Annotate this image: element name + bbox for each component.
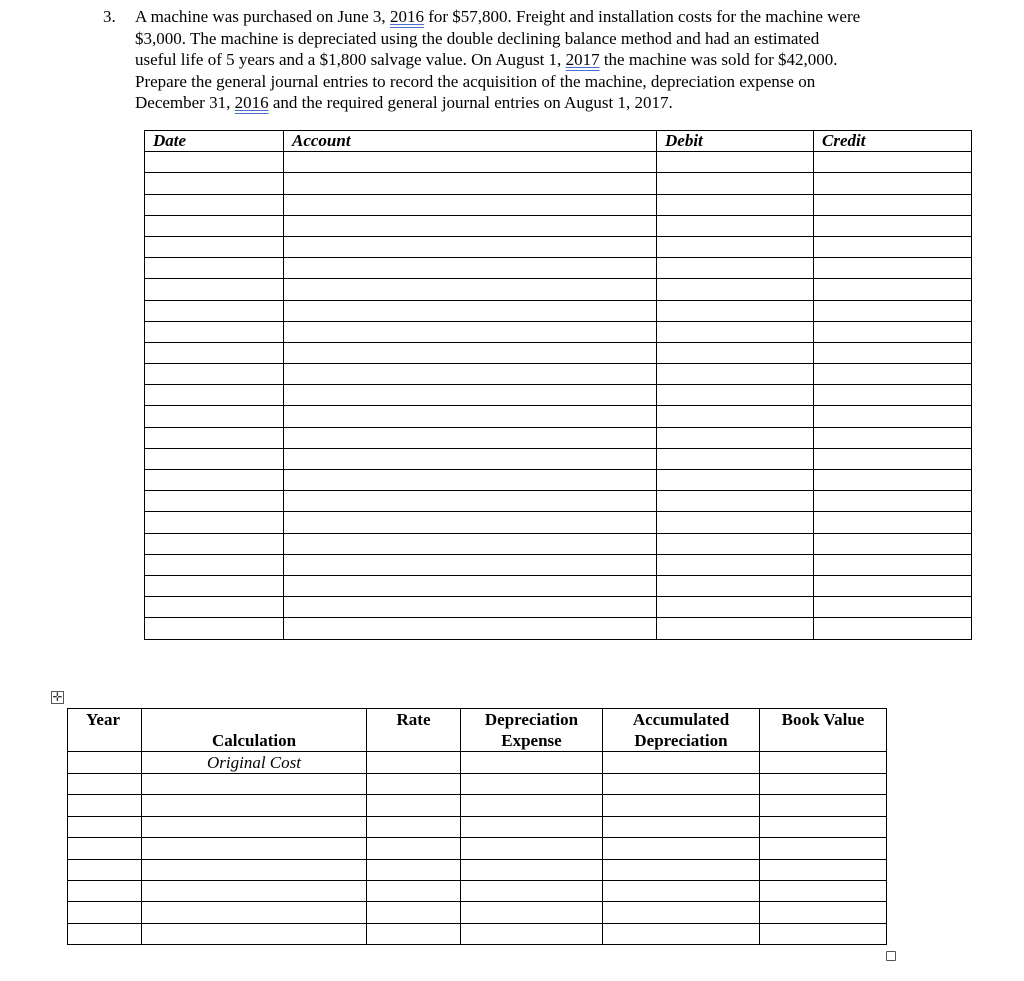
journal-credit-cell[interactable] — [814, 470, 972, 491]
dep-cell[interactable] — [461, 859, 603, 880]
journal-date-cell[interactable] — [145, 597, 284, 618]
dep-cell[interactable] — [461, 923, 603, 944]
dep-cell[interactable] — [760, 880, 887, 901]
journal-debit-cell[interactable] — [657, 258, 814, 279]
journal-account-cell[interactable] — [284, 618, 657, 639]
dep-row — [68, 923, 887, 944]
journal-account-cell[interactable] — [284, 597, 657, 618]
journal-account-cell[interactable] — [284, 236, 657, 257]
journal-date-cell[interactable] — [145, 152, 284, 173]
dep-cell[interactable] — [603, 774, 760, 795]
journal-debit-cell[interactable] — [657, 597, 814, 618]
journal-debit-cell[interactable] — [657, 491, 814, 512]
journal-credit-cell[interactable] — [814, 554, 972, 575]
dep-cell[interactable] — [760, 838, 887, 859]
journal-account-cell[interactable] — [284, 470, 657, 491]
journal-account-cell[interactable] — [284, 491, 657, 512]
dep-cell[interactable] — [760, 795, 887, 816]
journal-account-cell[interactable] — [284, 427, 657, 448]
dep-cell[interactable] — [367, 923, 461, 944]
journal-account-cell[interactable] — [284, 512, 657, 533]
journal-debit-cell[interactable] — [657, 533, 814, 554]
question-line-3: useful life of 5 years and a $1,800 salvage value. On August 1, 2017 the machine was sold for $42,000. — [135, 50, 838, 69]
journal-date-cell[interactable] — [145, 470, 284, 491]
dep-cell[interactable] — [68, 752, 142, 774]
journal-debit-cell[interactable] — [657, 448, 814, 469]
dep-header-book-value: Book Value — [760, 709, 887, 752]
journal-account-cell[interactable] — [284, 448, 657, 469]
journal-credit-cell[interactable] — [814, 491, 972, 512]
journal-debit-cell[interactable] — [657, 300, 814, 321]
journal-row — [145, 554, 972, 575]
dep-cell[interactable] — [603, 902, 760, 923]
question-number: 3. — [103, 7, 116, 26]
dep-cell[interactable] — [760, 859, 887, 880]
journal-date-cell[interactable] — [145, 364, 284, 385]
journal-credit-cell[interactable] — [814, 342, 972, 363]
dep-cell[interactable] — [142, 816, 367, 837]
journal-row — [145, 427, 972, 448]
journal-account-cell[interactable] — [284, 575, 657, 596]
journal-account-cell[interactable] — [284, 173, 657, 194]
dep-cell[interactable] — [68, 902, 142, 923]
dep-cell[interactable] — [760, 816, 887, 837]
journal-credit-cell[interactable] — [814, 597, 972, 618]
journal-account-cell[interactable] — [284, 385, 657, 406]
journal-account-cell[interactable] — [284, 300, 657, 321]
journal-credit-cell[interactable] — [814, 173, 972, 194]
journal-row — [145, 512, 972, 533]
journal-header-account: Account — [284, 131, 657, 152]
dep-cell[interactable] — [367, 752, 461, 774]
journal-account-cell[interactable] — [284, 194, 657, 215]
journal-credit-cell[interactable] — [814, 258, 972, 279]
journal-date-cell[interactable] — [145, 342, 284, 363]
journal-date-cell[interactable] — [145, 427, 284, 448]
dep-cell[interactable] — [367, 902, 461, 923]
journal-row — [145, 236, 972, 257]
move-icon[interactable]: ✛ — [52, 690, 63, 704]
dep-header-accumulated-depreciation: Accumulated Depreciation — [603, 709, 760, 752]
journal-debit-cell[interactable] — [657, 194, 814, 215]
dep-cell[interactable] — [367, 859, 461, 880]
dep-cell[interactable] — [760, 923, 887, 944]
dep-header-depreciation-expense: Depreciation Expense — [461, 709, 603, 752]
journal-debit-cell[interactable] — [657, 215, 814, 236]
dep-cell[interactable] — [367, 838, 461, 859]
journal-row — [145, 385, 972, 406]
journal-row — [145, 173, 972, 194]
journal-credit-cell[interactable] — [814, 533, 972, 554]
journal-debit-cell[interactable] — [657, 173, 814, 194]
journal-debit-cell[interactable] — [657, 406, 814, 427]
journal-row — [145, 406, 972, 427]
journal-account-cell[interactable] — [284, 215, 657, 236]
journal-table — [144, 130, 972, 640]
dep-cell[interactable] — [142, 880, 367, 901]
journal-date-cell[interactable] — [145, 491, 284, 512]
dep-row — [68, 880, 887, 901]
journal-date-cell[interactable] — [145, 258, 284, 279]
dep-cell[interactable] — [461, 902, 603, 923]
dep-header-rate: Rate — [367, 709, 461, 752]
dep-original-cost-label: Original Cost — [142, 752, 367, 774]
journal-debit-cell[interactable] — [657, 279, 814, 300]
journal-date-cell[interactable] — [145, 385, 284, 406]
dep-cell[interactable] — [367, 795, 461, 816]
dep-cell[interactable] — [68, 880, 142, 901]
depreciation-table — [67, 708, 887, 945]
dep-cell[interactable] — [461, 880, 603, 901]
dep-cell[interactable] — [760, 902, 887, 923]
journal-debit-cell[interactable] — [657, 618, 814, 639]
journal-debit-cell[interactable] — [657, 470, 814, 491]
dep-cell[interactable] — [68, 838, 142, 859]
journal-row — [145, 300, 972, 321]
question-line-5: December 31, 2016 and the required general journal entries on August 1, 2017. — [135, 93, 673, 112]
question-line-2: $3,000. The machine is depreciated using the double declining balance method and had an estimated — [135, 28, 820, 48]
journal-date-cell[interactable] — [145, 194, 284, 215]
journal-row — [145, 279, 972, 300]
dep-row — [68, 795, 887, 816]
journal-date-cell[interactable] — [145, 618, 284, 639]
journal-date-cell[interactable] — [145, 321, 284, 342]
journal-debit-cell[interactable] — [657, 152, 814, 173]
dep-cell[interactable] — [603, 752, 760, 774]
journal-credit-cell[interactable] — [814, 575, 972, 596]
journal-header-debit: Debit — [657, 131, 814, 152]
journal-date-cell[interactable] — [145, 173, 284, 194]
journal-account-cell[interactable] — [284, 321, 657, 342]
journal-debit-cell[interactable] — [657, 342, 814, 363]
journal-row — [145, 342, 972, 363]
journal-row — [145, 194, 972, 215]
dep-cell[interactable] — [603, 880, 760, 901]
journal-header-date: Date — [145, 131, 284, 152]
journal-row — [145, 215, 972, 236]
dep-cell[interactable] — [68, 774, 142, 795]
dep-cell[interactable] — [68, 923, 142, 944]
journal-credit-cell[interactable] — [814, 236, 972, 257]
journal-date-cell[interactable] — [145, 554, 284, 575]
journal-row — [145, 575, 972, 596]
dep-cell[interactable] — [142, 902, 367, 923]
dep-cell[interactable] — [68, 795, 142, 816]
journal-credit-cell[interactable] — [814, 279, 972, 300]
journal-credit-cell[interactable] — [814, 512, 972, 533]
journal-row — [145, 448, 972, 469]
journal-row — [145, 491, 972, 512]
journal-credit-cell[interactable] — [814, 321, 972, 342]
dep-cell[interactable] — [461, 838, 603, 859]
dep-cell[interactable] — [461, 816, 603, 837]
journal-row — [145, 321, 972, 342]
journal-row — [145, 364, 972, 385]
journal-date-cell[interactable] — [145, 448, 284, 469]
dep-cell[interactable] — [603, 859, 760, 880]
journal-date-cell[interactable] — [145, 279, 284, 300]
journal-row — [145, 258, 972, 279]
question-line-4: Prepare the general journal entries to record the acquisition of the machine, depreciation expense on — [135, 71, 816, 91]
journal-credit-cell[interactable] — [814, 364, 972, 385]
journal-debit-cell[interactable] — [657, 575, 814, 596]
dep-cell[interactable] — [461, 752, 603, 774]
journal-account-cell[interactable] — [284, 279, 657, 300]
journal-date-cell[interactable] — [145, 512, 284, 533]
dep-cell[interactable] — [68, 859, 142, 880]
journal-account-cell[interactable] — [284, 533, 657, 554]
dep-cell[interactable] — [142, 795, 367, 816]
journal-credit-cell[interactable] — [814, 194, 972, 215]
dep-row — [68, 838, 887, 859]
dep-cell[interactable] — [461, 795, 603, 816]
journal-credit-cell[interactable] — [814, 300, 972, 321]
dep-header-calculation: Calculation — [142, 709, 367, 752]
journal-debit-cell[interactable] — [657, 321, 814, 342]
dep-cell[interactable] — [603, 923, 760, 944]
dep-cell[interactable] — [603, 795, 760, 816]
dep-cell[interactable] — [142, 838, 367, 859]
journal-credit-cell[interactable] — [814, 152, 972, 173]
dep-row — [68, 774, 887, 795]
dep-cell[interactable] — [603, 838, 760, 859]
journal-row — [145, 152, 972, 173]
dep-cell[interactable] — [142, 774, 367, 795]
journal-account-cell[interactable] — [284, 258, 657, 279]
journal-date-cell[interactable] — [145, 215, 284, 236]
journal-debit-cell[interactable] — [657, 554, 814, 575]
question-line-1: A machine was purchased on June 3, 2016 for $57,800. Freight and installation costs for the machine were — [135, 7, 861, 26]
journal-account-cell[interactable] — [284, 152, 657, 173]
journal-date-cell[interactable] — [145, 236, 284, 257]
journal-credit-cell[interactable] — [814, 427, 972, 448]
question-text — [135, 6, 955, 114]
dep-header-year: Year — [68, 709, 142, 752]
journal-debit-cell[interactable] — [657, 427, 814, 448]
journal-row — [145, 470, 972, 491]
journal-date-cell[interactable] — [145, 575, 284, 596]
dep-row — [68, 902, 887, 923]
dep-cell[interactable] — [68, 816, 142, 837]
journal-debit-cell[interactable] — [657, 512, 814, 533]
dep-cell[interactable] — [461, 774, 603, 795]
journal-account-cell[interactable] — [284, 364, 657, 385]
journal-row — [145, 618, 972, 639]
journal-credit-cell[interactable] — [814, 618, 972, 639]
journal-date-cell[interactable] — [145, 300, 284, 321]
dep-cell[interactable] — [142, 923, 367, 944]
journal-credit-cell[interactable] — [814, 385, 972, 406]
dep-cell[interactable] — [367, 816, 461, 837]
dep-cell[interactable] — [760, 774, 887, 795]
dep-row — [68, 859, 887, 880]
dep-cell[interactable] — [367, 880, 461, 901]
journal-credit-cell[interactable] — [814, 406, 972, 427]
journal-header-credit: Credit — [814, 131, 972, 152]
journal-row — [145, 597, 972, 618]
dep-row — [68, 816, 887, 837]
dep-subheader-row — [68, 752, 887, 774]
resize-icon[interactable] — [886, 951, 896, 961]
journal-account-cell[interactable] — [284, 406, 657, 427]
journal-account-cell[interactable] — [284, 342, 657, 363]
journal-credit-cell[interactable] — [814, 448, 972, 469]
journal-date-cell[interactable] — [145, 406, 284, 427]
dep-cell[interactable] — [603, 816, 760, 837]
journal-row — [145, 533, 972, 554]
journal-debit-cell[interactable] — [657, 364, 814, 385]
dep-cell[interactable] — [760, 752, 887, 774]
journal-credit-cell[interactable] — [814, 215, 972, 236]
journal-debit-cell[interactable] — [657, 385, 814, 406]
dep-cell[interactable] — [367, 774, 461, 795]
dep-cell[interactable] — [142, 859, 367, 880]
journal-account-cell[interactable] — [284, 554, 657, 575]
journal-debit-cell[interactable] — [657, 236, 814, 257]
journal-date-cell[interactable] — [145, 533, 284, 554]
